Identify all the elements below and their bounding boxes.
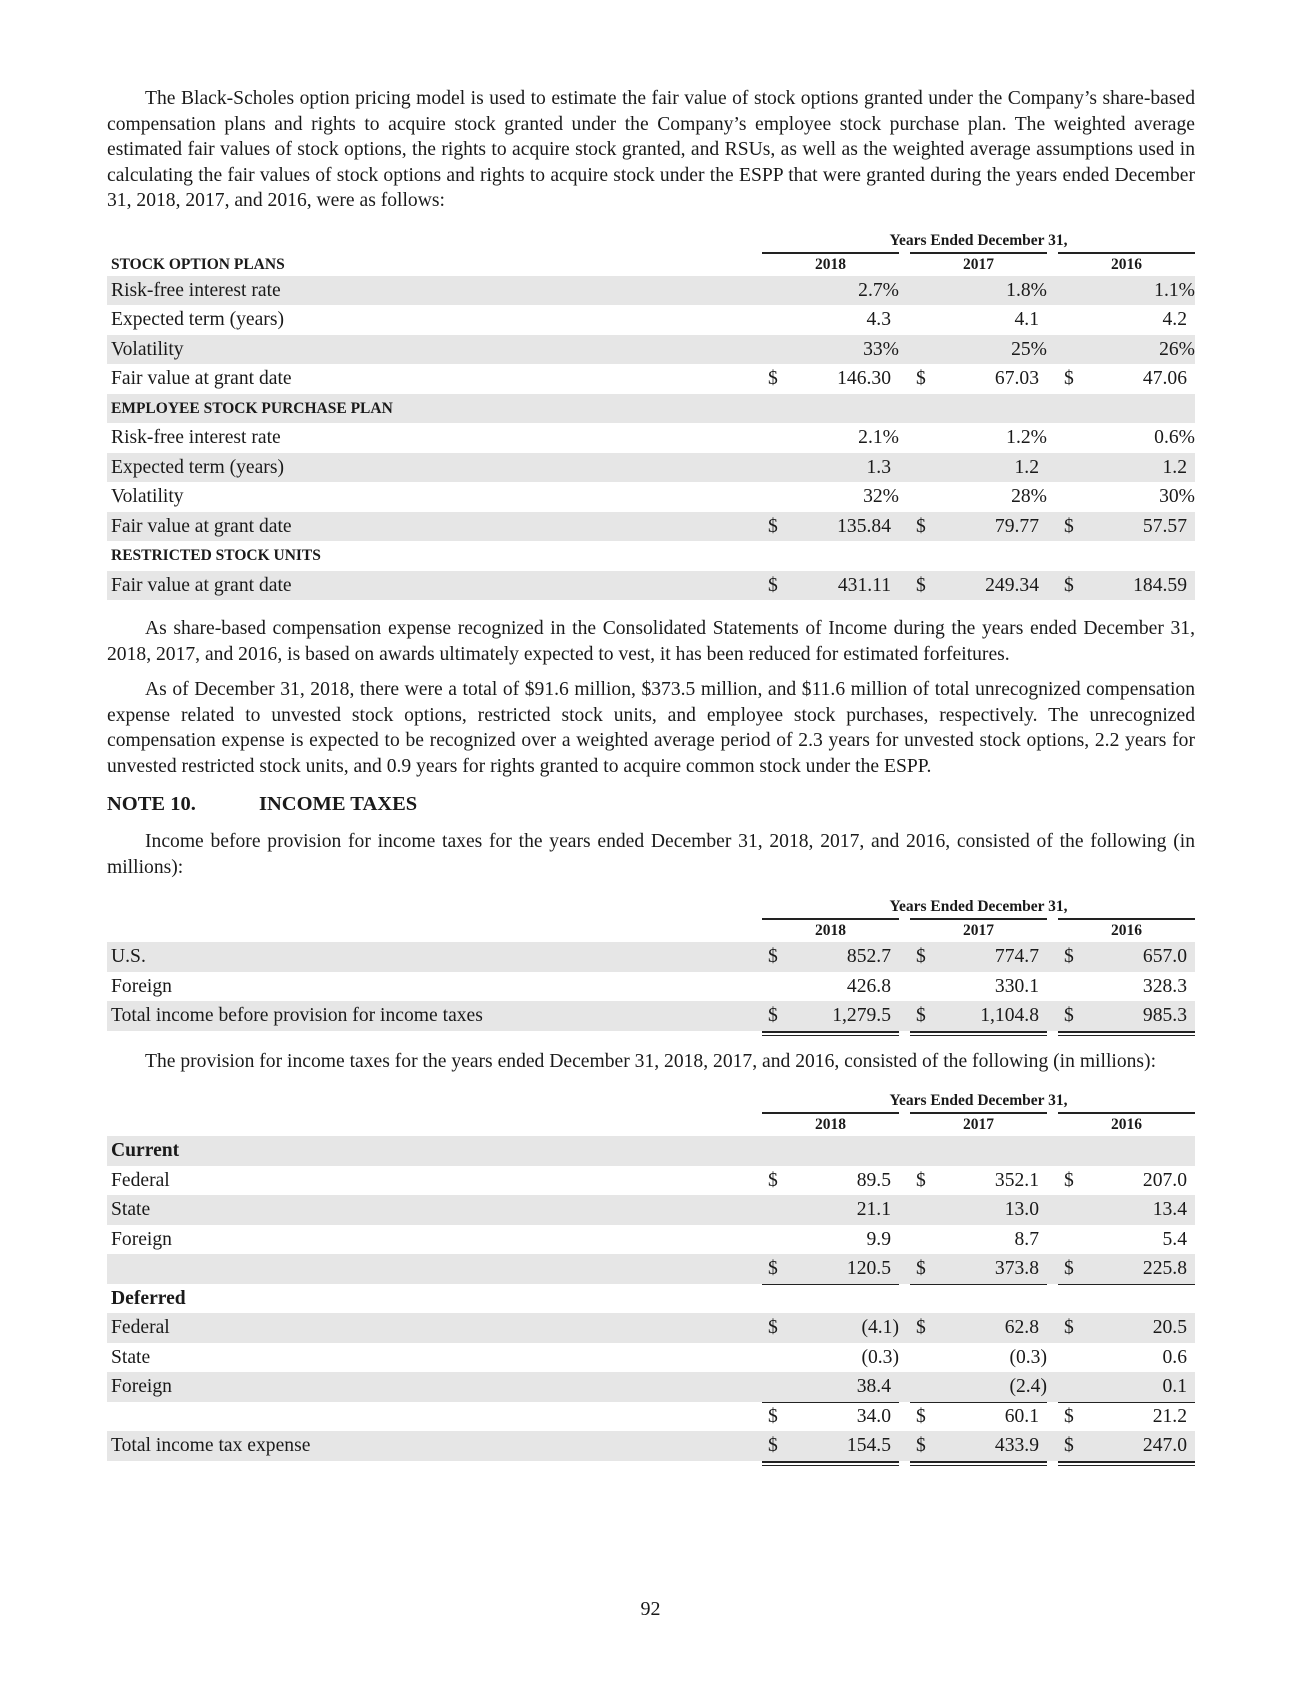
note-number: NOTE 10. xyxy=(107,793,196,815)
value-cell: $ 1,104.8 xyxy=(910,1001,1047,1032)
value-cell: 426.8 xyxy=(762,972,899,1003)
value-cell: 5.4 xyxy=(1058,1225,1195,1256)
table-header-row xyxy=(107,1112,1195,1136)
stock-option-plans-caption: STOCK OPTION PLANS xyxy=(111,255,285,273)
table-row xyxy=(107,1001,1195,1031)
value-cell: (0.3) xyxy=(861,1346,899,1368)
provision-table xyxy=(107,1088,1195,1461)
value-cell: $ 34.0 xyxy=(762,1402,899,1433)
subtotal-row xyxy=(107,1402,1195,1432)
year-header-2018: 2018 xyxy=(762,252,899,277)
value-cell: 4.1 xyxy=(1014,309,1039,330)
value-cell: 1.1% xyxy=(1154,279,1195,301)
table-years-header xyxy=(107,1088,1195,1112)
row-label: Risk-free interest rate xyxy=(111,427,281,448)
value-cell: 21.1 xyxy=(856,1199,891,1220)
year-header-2017: 2017 xyxy=(910,1112,1047,1137)
table-row xyxy=(107,305,1195,335)
income-table xyxy=(107,894,1195,1031)
value-cell: $ 120.5 xyxy=(762,1254,899,1285)
table-years-header xyxy=(107,228,1195,252)
value-cell: 2.7% xyxy=(858,279,899,301)
value-cell: 30% xyxy=(1159,486,1195,507)
year-header-2018: 2018 xyxy=(762,918,899,943)
year-header-2016: 2016 xyxy=(1058,252,1195,277)
value-cell: $ 985.3 xyxy=(1058,1001,1195,1032)
row-label: Fair value at grant date xyxy=(111,515,292,537)
value-cell: 28% xyxy=(1011,486,1047,507)
value-cell: $ 852.7 xyxy=(768,946,891,967)
value-cell: $ 135.84 xyxy=(768,515,891,537)
years-ended-title: Years Ended December 31, xyxy=(889,1092,1068,1109)
section-row xyxy=(107,541,1195,571)
table-row xyxy=(107,1372,1195,1402)
row-label: Expected term (years) xyxy=(111,456,284,478)
provision-paragraph: The provision for income taxes for the years ended December 31, 2018, 2017, and 2016, consisted of the following (in millions): xyxy=(145,1050,1157,1072)
row-label: Foreign xyxy=(111,975,172,997)
value-cell: 38.4 xyxy=(762,1372,899,1403)
value-cell: 330.1 xyxy=(910,972,1047,1003)
value-cell: $ 62.8 xyxy=(916,1317,1039,1338)
row-label: Federal xyxy=(111,1169,170,1191)
deferred-label: Deferred xyxy=(111,1287,186,1309)
row-label: Fair value at grant date xyxy=(111,574,292,596)
value-cell: $ 89.5 xyxy=(768,1169,891,1191)
row-label: State xyxy=(111,1199,151,1220)
row-label: Foreign xyxy=(111,1228,172,1250)
value-cell: $ 67.03 xyxy=(916,368,1039,389)
row-label: State xyxy=(111,1346,151,1368)
row-label: Risk-free interest rate xyxy=(111,279,281,301)
table-years-header xyxy=(107,894,1195,918)
current-label: Current xyxy=(111,1140,180,1161)
value-cell: 1.2% xyxy=(1006,427,1047,448)
value-cell: 8.7 xyxy=(910,1225,1047,1256)
value-cell: $ 60.1 xyxy=(910,1402,1047,1433)
value-cell: $ 433.9 xyxy=(910,1431,1047,1462)
espp-caption: EMPLOYEE STOCK PURCHASE PLAN xyxy=(111,399,393,417)
value-cell: (2.4) xyxy=(910,1372,1047,1403)
table-row xyxy=(107,1343,1195,1373)
note-heading xyxy=(107,791,1195,817)
value-cell: $ 247.0 xyxy=(1058,1431,1195,1462)
row-label: Total income before provision for income taxes xyxy=(111,1005,483,1026)
value-cell: $ 225.8 xyxy=(1058,1254,1195,1285)
value-cell: 9.9 xyxy=(762,1225,899,1256)
table-row xyxy=(107,276,1195,306)
table-header-row xyxy=(107,252,1195,276)
value-cell: 0.1 xyxy=(1058,1372,1195,1403)
total-row xyxy=(107,1431,1195,1461)
note-title: INCOME TAXES xyxy=(259,793,418,815)
row-label: Expected term (years) xyxy=(111,309,284,330)
row-label: Total income tax expense xyxy=(111,1435,311,1456)
page-content xyxy=(107,86,1195,1461)
year-header-2018: 2018 xyxy=(762,1112,899,1137)
value-cell: $ 657.0 xyxy=(1064,946,1187,967)
table-row xyxy=(107,335,1195,365)
value-cell: $ 352.1 xyxy=(916,1169,1039,1191)
table-row xyxy=(107,482,1195,512)
forfeitures-paragraph: As share-based compensation expense recognized in the Consolidated Statements of Income during the years ended December 31, 2018, 2017, and 2016, is based on awards ultimately expected to vest, it has been reduced for estimated forfeitures. xyxy=(107,618,1195,665)
value-cell: 2.1% xyxy=(858,427,899,448)
section-row xyxy=(107,1284,1195,1314)
row-label: U.S. xyxy=(111,946,146,967)
value-cell: 1.2 xyxy=(1162,456,1187,478)
table-header-row xyxy=(107,918,1195,942)
value-cell: $ 47.06 xyxy=(1064,368,1187,389)
value-cell: 328.3 xyxy=(1058,972,1195,1003)
value-cell: $ 1,279.5 xyxy=(762,1001,899,1032)
year-header-2017: 2017 xyxy=(910,252,1047,277)
table-row xyxy=(107,453,1195,483)
value-cell: 32% xyxy=(863,486,899,507)
table-row xyxy=(107,1313,1195,1343)
year-header-2017: 2017 xyxy=(910,918,1047,943)
assumptions-table xyxy=(107,228,1195,601)
value-cell: 0.6 xyxy=(1162,1346,1187,1368)
row-label: Foreign xyxy=(111,1376,172,1397)
table-row xyxy=(107,512,1195,542)
table-row xyxy=(107,423,1195,453)
table-row xyxy=(107,1195,1195,1225)
value-cell: 1.3 xyxy=(866,456,891,478)
value-cell: 13.4 xyxy=(1152,1199,1187,1220)
years-ended-title: Years Ended December 31, xyxy=(889,898,1068,915)
table-row xyxy=(107,1166,1195,1196)
value-cell: 1.8% xyxy=(1006,279,1047,301)
value-cell: $ 57.57 xyxy=(1064,515,1187,537)
value-cell: 33% xyxy=(863,338,899,360)
income-before-provision-paragraph: Income before provision for income taxes for the years ended December 31, 2018, 2017, and 2016, consisted of the following (in millions): xyxy=(107,831,1195,878)
table-row xyxy=(107,1225,1195,1255)
year-header-2016: 2016 xyxy=(1058,1112,1195,1137)
table-row xyxy=(107,942,1195,972)
year-header-2016: 2016 xyxy=(1058,918,1195,943)
section-row xyxy=(107,1136,1195,1166)
value-cell: $ 249.34 xyxy=(916,574,1039,596)
row-label: Volatility xyxy=(111,486,184,507)
value-cell: 0.6% xyxy=(1154,427,1195,448)
intro-paragraph: The Black-Scholes option pricing model is used to estimate the fair value of stock options granted under the Company’s share-based compensation plans and rights to acquire stock granted under the Company’s employee stock purchase plan. The weighted average estimated fair values of stock options, the rights to acquire stock granted, and RSUs, as well as the weighted average assumptions used in calculating the fair values of stock options and rights to acquire stock under the ESPP that were granted during the years ended December 31, 2018, 2017, and 2016, were as follows: xyxy=(107,88,1195,211)
row-label: Volatility xyxy=(111,338,184,360)
table-row xyxy=(107,571,1195,601)
row-label: Fair value at grant date xyxy=(111,368,292,389)
row-label: Federal xyxy=(111,1317,170,1338)
value-cell: 4.3 xyxy=(866,309,891,330)
value-cell: $ 21.2 xyxy=(1058,1402,1195,1433)
subtotal-row xyxy=(107,1254,1195,1284)
value-cell: $ (4.1) xyxy=(768,1317,899,1338)
value-cell: $ 20.5 xyxy=(1064,1317,1187,1338)
value-cell: 4.2 xyxy=(1162,309,1187,330)
value-cell: 25% xyxy=(1011,338,1047,360)
value-cell: 1.2 xyxy=(1014,456,1039,478)
value-cell: $ 184.59 xyxy=(1064,574,1187,596)
value-cell: (0.3) xyxy=(1009,1346,1047,1368)
rsu-caption: RESTRICTED STOCK UNITS xyxy=(111,547,321,564)
unrecognized-expense-paragraph: As of December 31, 2018, there were a total of $91.6 million, $373.5 million, and $11.6 million of total unrecognized compensation expense related to unvested stock options, restricted stock units, and employee stock purchases, respectively. The unrecognized compensation expense is expected to be recognized over a weighted average period of 2.3 years for unvested stock options, 2.2 years for unvested restricted stock units, and 0.9 years for rights granted to acquire common stock under the ESPP. xyxy=(107,679,1195,777)
table-row xyxy=(107,972,1195,1002)
value-cell: 13.0 xyxy=(1004,1199,1039,1220)
section-row xyxy=(107,394,1195,424)
value-cell: 26% xyxy=(1159,338,1195,360)
page-number: 92 xyxy=(640,1598,661,1620)
value-cell: $ 79.77 xyxy=(916,515,1039,537)
value-cell: $ 373.8 xyxy=(910,1254,1047,1285)
value-cell: $ 154.5 xyxy=(762,1431,899,1462)
value-cell: $ 774.7 xyxy=(916,946,1039,967)
value-cell: $ 146.30 xyxy=(768,368,891,389)
value-cell: $ 431.11 xyxy=(768,574,891,596)
value-cell: $ 207.0 xyxy=(1064,1169,1187,1191)
table-row xyxy=(107,364,1195,394)
years-ended-title: Years Ended December 31, xyxy=(889,231,1068,249)
